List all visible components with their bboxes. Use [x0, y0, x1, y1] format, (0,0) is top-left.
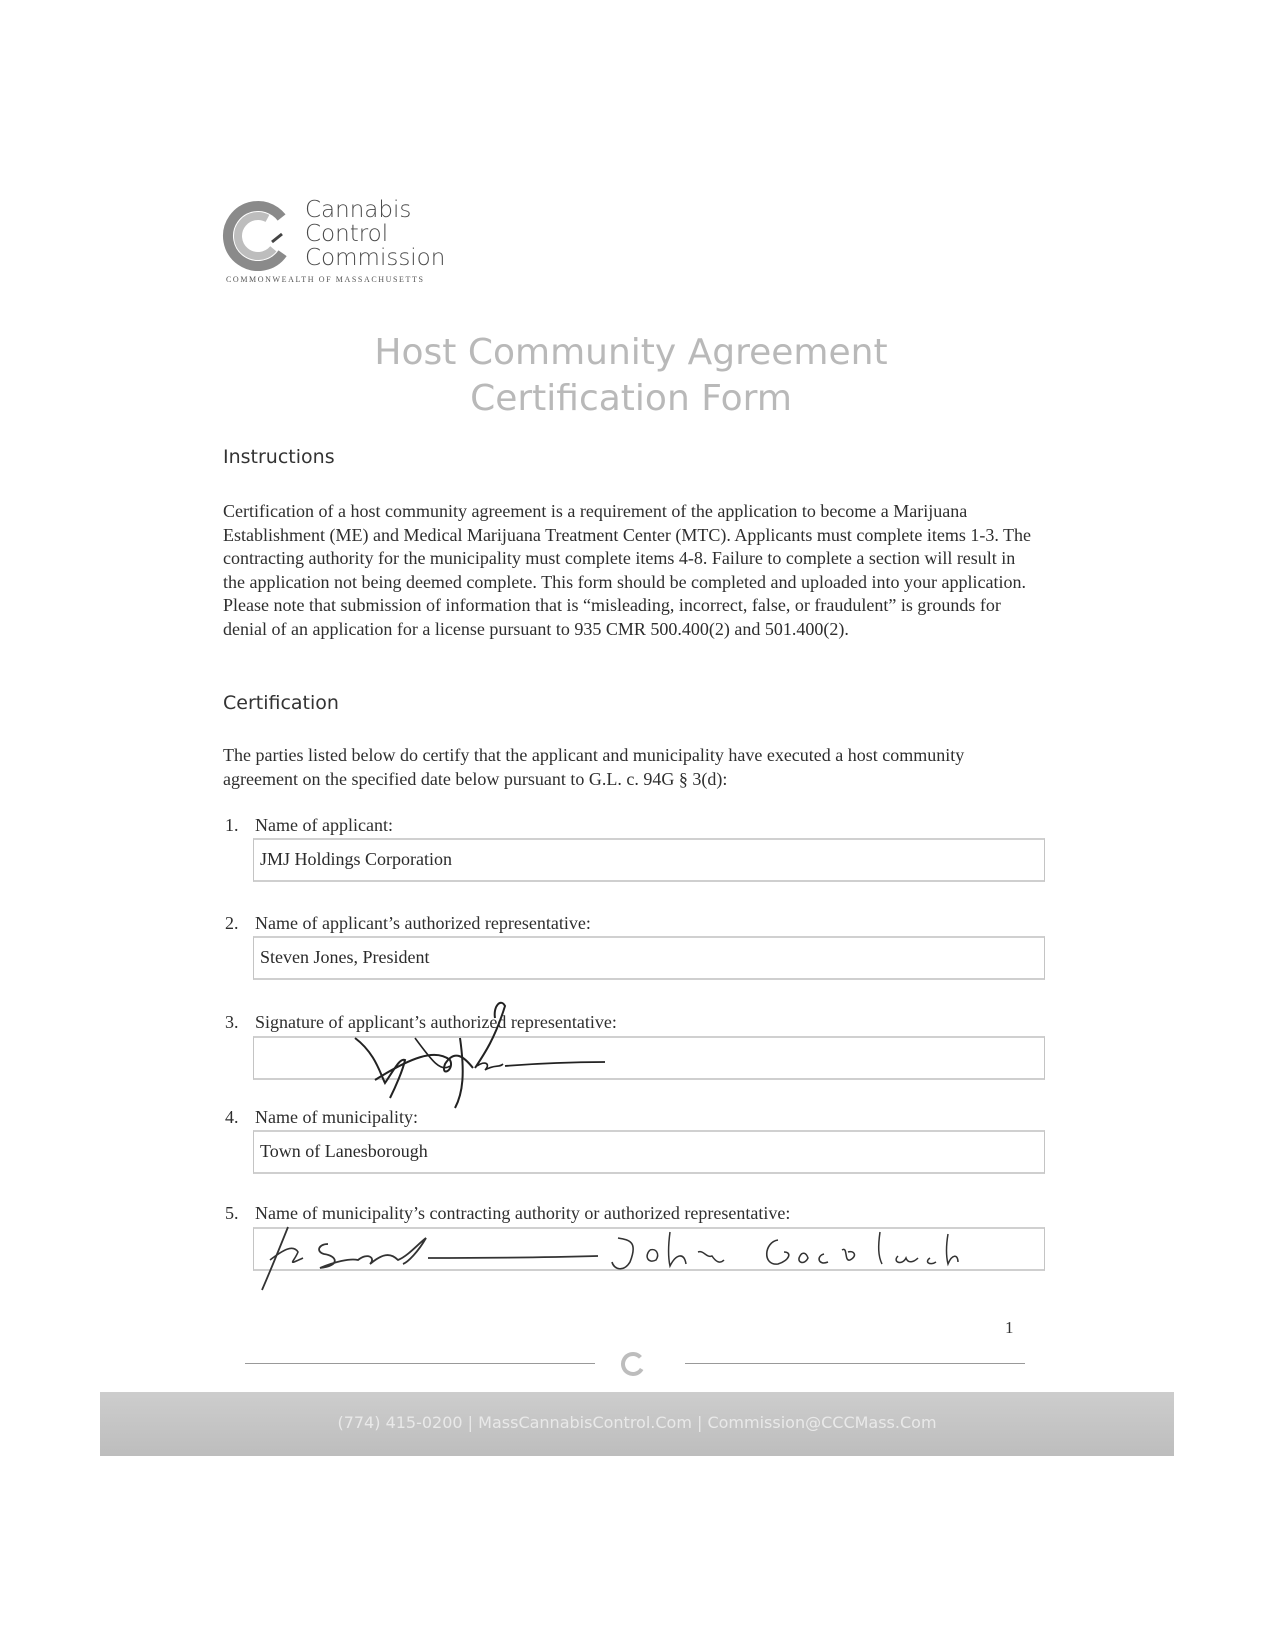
- representative-name-field[interactable]: [253, 936, 1045, 980]
- item-2-number: 2.: [225, 913, 239, 933]
- item-5-label-text: Name of municipality’s contracting authority or authorized representative:: [255, 1203, 791, 1223]
- footer-rule-left: [245, 1363, 595, 1364]
- item-1-number: 1.: [225, 815, 239, 835]
- municipality-name-field[interactable]: [253, 1130, 1045, 1174]
- item-5-number: 5.: [225, 1203, 239, 1223]
- logo-line-2: Control: [305, 221, 389, 247]
- certification-heading: Certification: [223, 692, 339, 714]
- item-2-label-text: Name of applicant’s authorized representative:: [255, 913, 591, 933]
- logo-subtitle: COMMONWEALTH OF MASSACHUSETTS: [226, 275, 425, 284]
- form-title-line-2: Certification Form: [470, 378, 792, 419]
- item-3-label-text: Signature of applicant’s authorized representative:: [255, 1012, 617, 1032]
- instructions-text: Certification of a host community agreement is a requirement of the application to become a Marijuana Establishment (ME) and Medical Marijuana Treatment Center (MTC). Applicants must complete items 1-3. The contracting authority for the municipality must complete items 4-8. Failure to complete a section will result in the application not being deemed complete. This form should be completed and uploaded into your application. Please note that submission of information that is “misleading, incorrect, false, or fraudulent” is grounds for denial of an application for a license pursuant to 935 CMR 500.400(2) and 501.400(2).: [223, 501, 1032, 639]
- certification-text: The parties listed below do certify that the applicant and municipality have executed a host community agreement on the specified date below pursuant to G.L. c. 94G § 3(d):: [223, 745, 965, 789]
- footer-logo-icon: [618, 1349, 648, 1379]
- item-3-number: 3.: [225, 1012, 239, 1032]
- representative-name-value: Steven Jones, President: [260, 947, 430, 967]
- page-number: 1: [1005, 1318, 1014, 1337]
- item-2-label: [225, 913, 591, 934]
- item-4-label: [225, 1107, 418, 1128]
- item-1-label-text: Name of applicant:: [255, 815, 393, 835]
- item-1-label: [225, 815, 393, 836]
- logo-line-3: Commission: [305, 245, 446, 271]
- footer-contact-text: (774) 415-0200 | MassCannabisControl.Com | Commission@CCCMass.Com: [337, 1413, 937, 1432]
- item-5-label: [225, 1203, 790, 1224]
- logo-line-1: Cannabis: [305, 197, 412, 223]
- form-title-line-1: Host Community Agreement: [374, 332, 888, 373]
- municipality-name-value: Town of Lanesborough: [260, 1141, 428, 1161]
- footer-rule-right: [685, 1363, 1025, 1364]
- item-4-label-text: Name of municipality:: [255, 1107, 418, 1127]
- item-4-number: 4.: [225, 1107, 239, 1127]
- instructions-paragraph: [223, 500, 1033, 641]
- logo-wordmark: [305, 198, 445, 270]
- instructions-heading: Instructions: [223, 446, 335, 468]
- certification-paragraph: [223, 744, 1033, 791]
- municipality-signature-image: [258, 1222, 958, 1297]
- applicant-signature-image: [355, 998, 615, 1113]
- commission-logo-icon: [220, 196, 300, 276]
- applicant-name-value: JMJ Holdings Corporation: [260, 849, 453, 869]
- applicant-name-field[interactable]: [253, 838, 1045, 882]
- footer-bar: [100, 1392, 1174, 1456]
